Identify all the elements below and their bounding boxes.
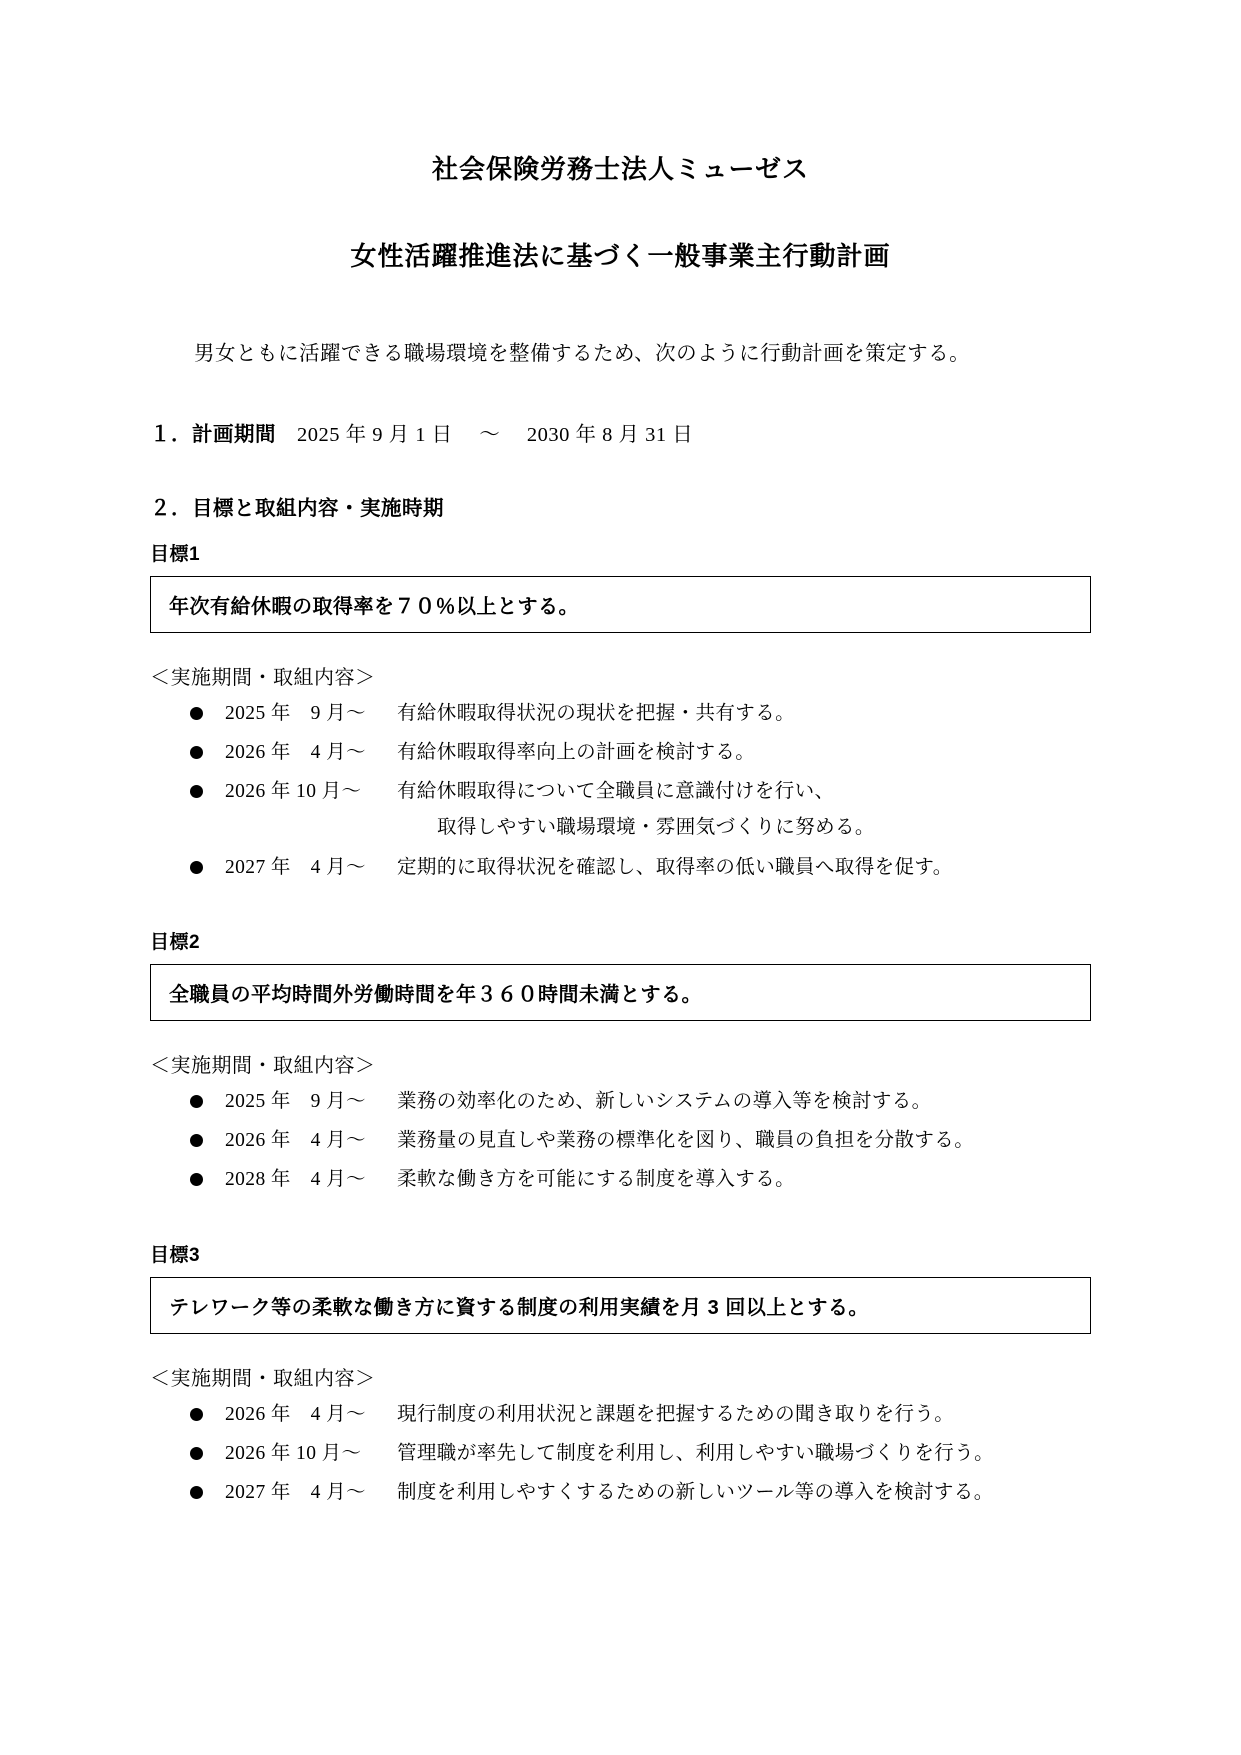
item-what: 管理職が率先して制度を利用し、利用しやすい職場づくりを行う。 [397,1442,995,1464]
list-item [150,1439,1091,1469]
bullet-icon [190,1408,203,1421]
goal-statement-box: テレワーク等の柔軟な働き方に資する制度の利用実績を月 3 回以上とする。 [150,1277,1091,1334]
item-what: 定期的に取得状況を確認し、取得率の低い職員へ取得を促す。 [397,856,953,878]
bullet-icon [190,1134,203,1147]
page-title: 社会保険労務士法人ミューゼス [432,154,809,184]
item-when: 2026 年 10 月～ [225,781,362,803]
list-item [150,1400,1091,1430]
item-what-line2: 取得しやすい職場環境・雰囲気づくりに努める。 [437,817,875,839]
list-item [150,1126,1091,1156]
item-what: 有給休暇取得率向上の計画を検討する。 [397,742,756,764]
list-item [150,1165,1091,1195]
list-item [150,1087,1091,1117]
goal-statement-box: 全職員の平均時間外労働時間を年３６０時間未満とする。 [150,964,1091,1021]
bullet-icon [190,1173,203,1186]
item-what: 業務の効率化のため、新しいシステムの導入等を検討する。 [397,1090,932,1112]
item-when: 2026 年 4 月～ [225,1130,366,1152]
items-heading: ＜実施期間・取組内容＞ [150,1367,376,1390]
bullet-icon [190,1486,203,1499]
item-when: 2026 年 4 月～ [225,742,366,764]
list-item [150,777,1091,843]
bullet-icon [190,746,203,759]
section-1-number: １． [150,422,192,446]
item-what: 柔軟な働き方を可能にする制度を導入する。 [397,1169,796,1191]
bullet-icon [190,707,203,720]
item-what-line1: 有給休暇取得について全職員に意識付けを行い、 [397,781,835,803]
bullet-icon [190,1095,203,1108]
item-what: 有給休暇取得状況の現状を把握・共有する。 [397,702,796,724]
goal-block [150,927,1091,1196]
goal-label: 目標1 [150,543,201,565]
item-when: 2027 年 4 月～ [225,856,366,878]
bullet-icon [190,1447,203,1460]
goal-label: 目標3 [150,1244,201,1266]
item-when: 2027 年 4 月～ [225,1481,366,1503]
items-heading: ＜実施期間・取組内容＞ [150,666,376,689]
item-when: 2026 年 10 月～ [225,1442,362,1464]
page-subtitle: 女性活躍推進法に基づく一般事業主行動計画 [350,241,891,271]
item-when: 2025 年 9 月～ [225,1090,366,1112]
list-item [150,738,1091,768]
list-item [150,1478,1091,1508]
item-when: 2028 年 4 月～ [225,1169,366,1191]
item-what [397,777,1091,843]
item-what: 制度を利用しやすくするための新しいツール等の導入を検討する。 [397,1481,994,1503]
bullet-icon [190,785,203,798]
list-item [150,853,1091,883]
goal-statement-box: 年次有給休暇の取得率を７０％以上とする。 [150,576,1091,633]
intro-paragraph: 男女ともに活躍できる職場環境を整備するため、次のように行動計画を策定する。 [194,343,971,365]
goal-block [150,539,1091,883]
items-heading: ＜実施期間・取組内容＞ [150,1054,376,1077]
goal-block [150,1240,1091,1509]
action-item-list [150,699,1091,883]
item-when: 2025 年 9 月～ [225,702,366,724]
item-when: 2026 年 4 月～ [225,1403,366,1425]
bullet-icon [190,861,203,874]
action-item-list [150,1400,1091,1509]
section-1-value: 2025 年 9 月 1 日 ～ 2030 年 8 月 31 日 [297,423,694,446]
section-1-label: 計画期間 [192,422,276,446]
item-what: 現行制度の利用状況と課題を把握するための聞き取りを行う。 [397,1403,955,1425]
list-item [150,699,1091,729]
item-what: 業務量の見直しや業務の標準化を図り、職員の負担を分散する。 [397,1130,975,1152]
section-2-heading: ２．目標と取組内容・実施時期 [150,496,444,520]
goal-label: 目標2 [150,931,201,953]
action-item-list [150,1087,1091,1196]
section-plan-period [150,417,1091,447]
